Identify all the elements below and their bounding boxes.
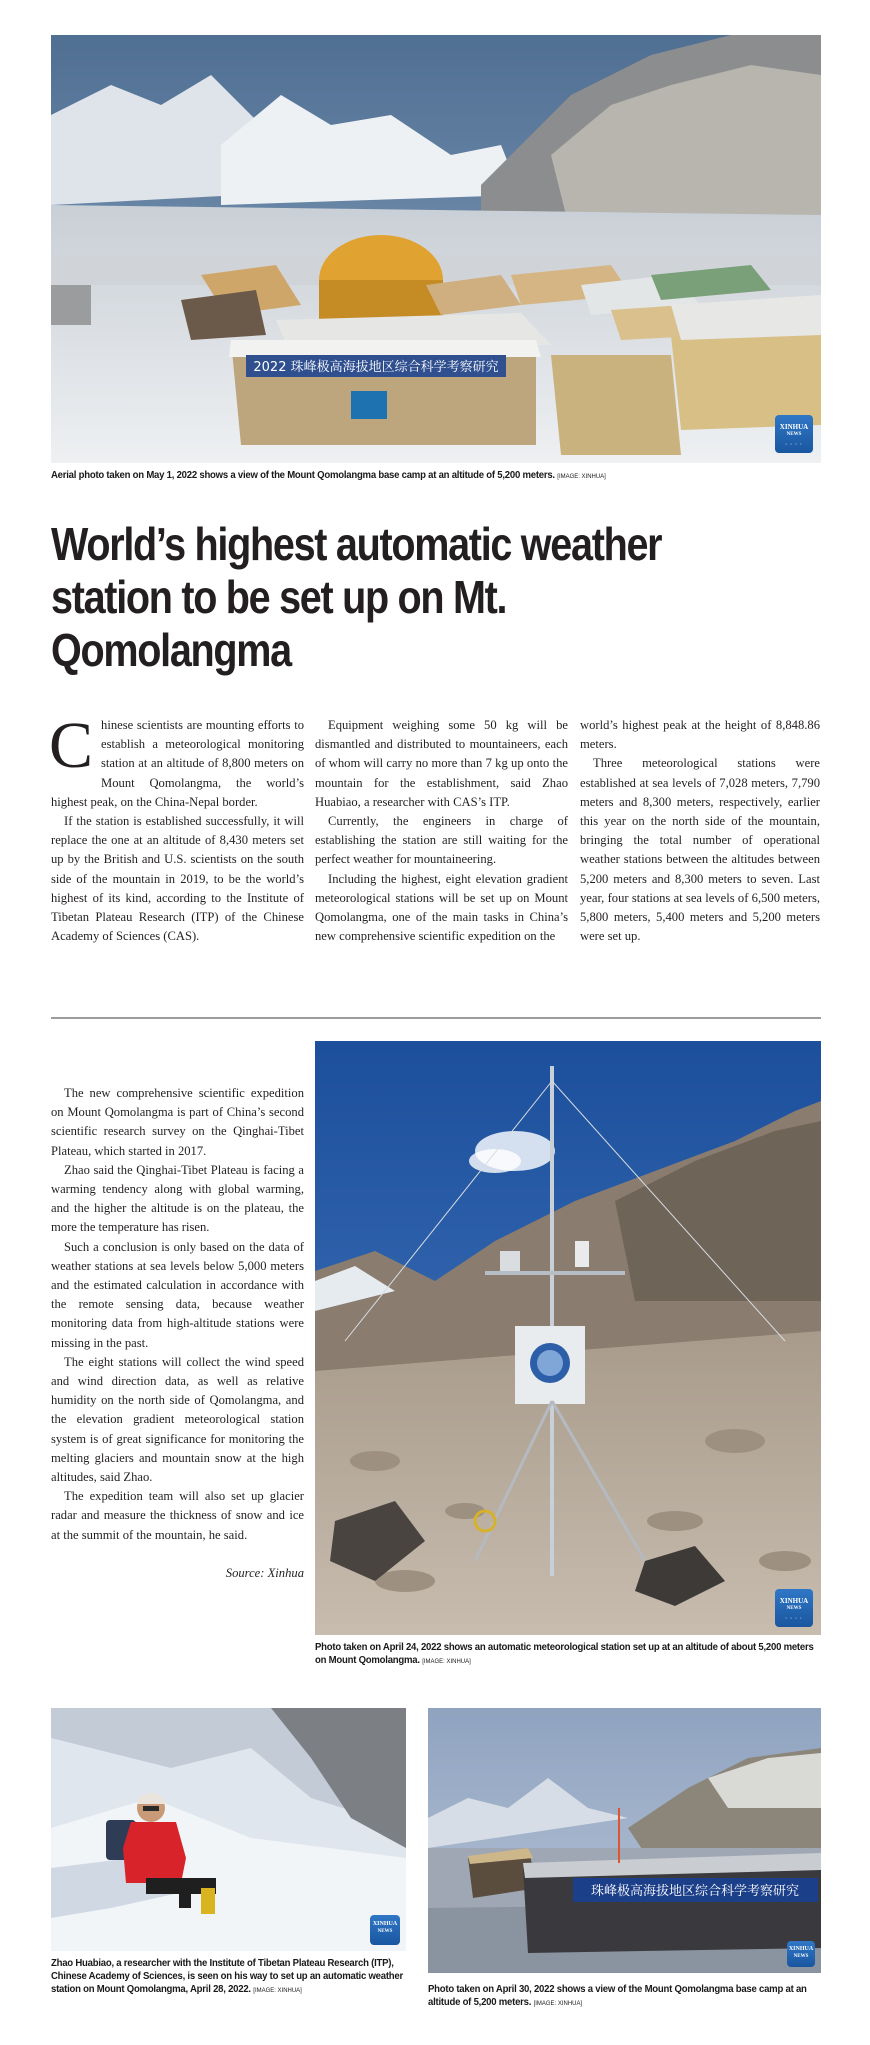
zhao-huabiao-photo [51,1708,406,1951]
article-paragraph: Equipment weighing some 50 kg will be dismantled and distributed to mountaineers, each of whom will carry no more than 7 kg up onto the mountain for the establishment, said Zhao Huabiao, a researcher with CAS’s ITP. [315,718,568,809]
xinhua-news-logo: XINHUA NEWS [787,1941,815,1967]
article-paragraph: The eight stations will collect the wind speed and wind direction data, as well as relative humidity on the north side of Qomolangma, and the elevation gradient meteorological station system is of great significance for monitoring the melting glaciers and mountain snow at the high altitudes, said Zhao. [51,1354,304,1485]
svg-text:珠峰极高海拔地区综合科学考察研究: 珠峰极高海拔地区综合科学考察研究 [590,1884,800,1899]
xinhua-news-logo: XINHUA NEWS [370,1915,400,1945]
zhao-photo-caption: Zhao Huabiao, a researcher with the Institute of Tibetan Plateau Research (ITP), Chinese Academy of Sciences, is seen on his way to set up an automatic weather station on Mount Qomolangma, April 28, 2022. [IMAGE: XINHUA] [51,1958,404,1995]
top-photo-caption: Aerial photo taken on May 1, 2022 shows a view of the Mount Qomolangma base camp at an altitude of 5,200 meters. [IMAGE: XINHUA] [51,470,606,481]
researcher-on-snow-image [51,1708,406,1951]
article-paragraph: Such a conclusion is only based on the data of weather stations at sea levels below 5,000 meters and the estimated calculation in accordance with the remote sensing data, because weather monitoring data from high-altitude stations were missing in the past. [51,1239,304,1350]
article-column-3 [580,716,820,946]
article-paragraph: Zhao said the Qinghai-Tibet Plateau is facing a warming tendency along with global warming, and the higher the altitude is on the plateau, the more the temperature has risen. [51,1162,304,1235]
article-paragraph: Currently, the engineers in charge of establishing the station are still waiting for the perfect weather for mountaineering. [315,814,568,867]
article-column-1 [49,709,304,946]
article-paragraph: world’s highest peak at the height of 8,848.86 meters. [580,718,820,752]
article-column-4 [51,1084,304,1583]
weather-station-image [315,1041,821,1635]
station-photo [315,1041,821,1635]
base-camp-photo [428,1708,821,1973]
top-photo-base-camp [51,35,821,463]
article-column-2 [315,716,568,946]
camp-photo-caption: Photo taken on April 30, 2022 shows a view of the Mount Qomolangma base camp at an altitude of 5,200 meters. [IMAGE: XINHUA] [428,1984,807,2008]
article-paragraph: Including the highest, eight elevation gradient meteorological stations will be set up on Mount Qomolangma, one of the main tasks in China’s new comprehensive scientific expedition on the [315,871,568,944]
xinhua-news-logo: XINHUA NEWS · · · · [775,415,813,453]
xinhua-news-logo: XINHUA NEWS · · · · [775,1589,813,1627]
base-camp-tent-image [428,1708,821,1973]
svg-text:2022 珠峰极高海拔地区综合科学考察研究: 2022 珠峰极高海拔地区综合科学考察研究 [253,360,499,375]
article-paragraph: Chinese scientists are mounting efforts to establish a meteorological monitoring station at an altitude of 8,800 meters on Mount Qomolangma, the world’s highest peak, on the China-Nepal border. [49,709,304,809]
article-paragraph: Three meteorological stations were established at sea levels of 7,028 meters, 7,790 meters and 8,300 meters, respectively, earlier this year on the north side of the mountain, bringing the total number of operational weather stations between the altitudes between 5,200 meters and 8,300 meters to seven. Last year, four stations at sea levels of 6,500 meters, 5,800 meters, 5,400 meters and 5,200 meters were set up. [580,756,820,944]
drop-cap: C [49,709,94,782]
station-photo-caption: Photo taken on April 24, 2022 shows an automatic meteorological station set up at an altitude of about 5,200 meters on Mount Qomolangma. [IMAGE: XINHUA] [315,1642,814,1666]
article-paragraph: If the station is established successfully, it will replace the one at an altitude of 8,430 meters set up by the British and U.S. scientists on the south side of the mountain in 2019, to be the world’s highest of its kind, according to the Institute of Tibetan Plateau Research (ITP) of the Chinese Academy of Sciences (CAS). [51,814,304,944]
section-divider [51,1017,821,1019]
base-camp-aerial-image [51,35,821,463]
article-paragraph: The expedition team will also set up glacier radar and measure the thickness of snow and ice at the summit of the mountain, he said. [51,1489,304,1542]
article-headline: World’s highest automatic weather station to be set up on Mt. Qomolangma [51,518,662,676]
article-paragraph: The new comprehensive scientific expedition on Mount Qomolangma is part of China’s second scientific research survey on the Qinghai-Tibet Plateau, which started in 2017. [51,1086,304,1158]
article-source: Source: Xinhua [225,1565,304,1580]
